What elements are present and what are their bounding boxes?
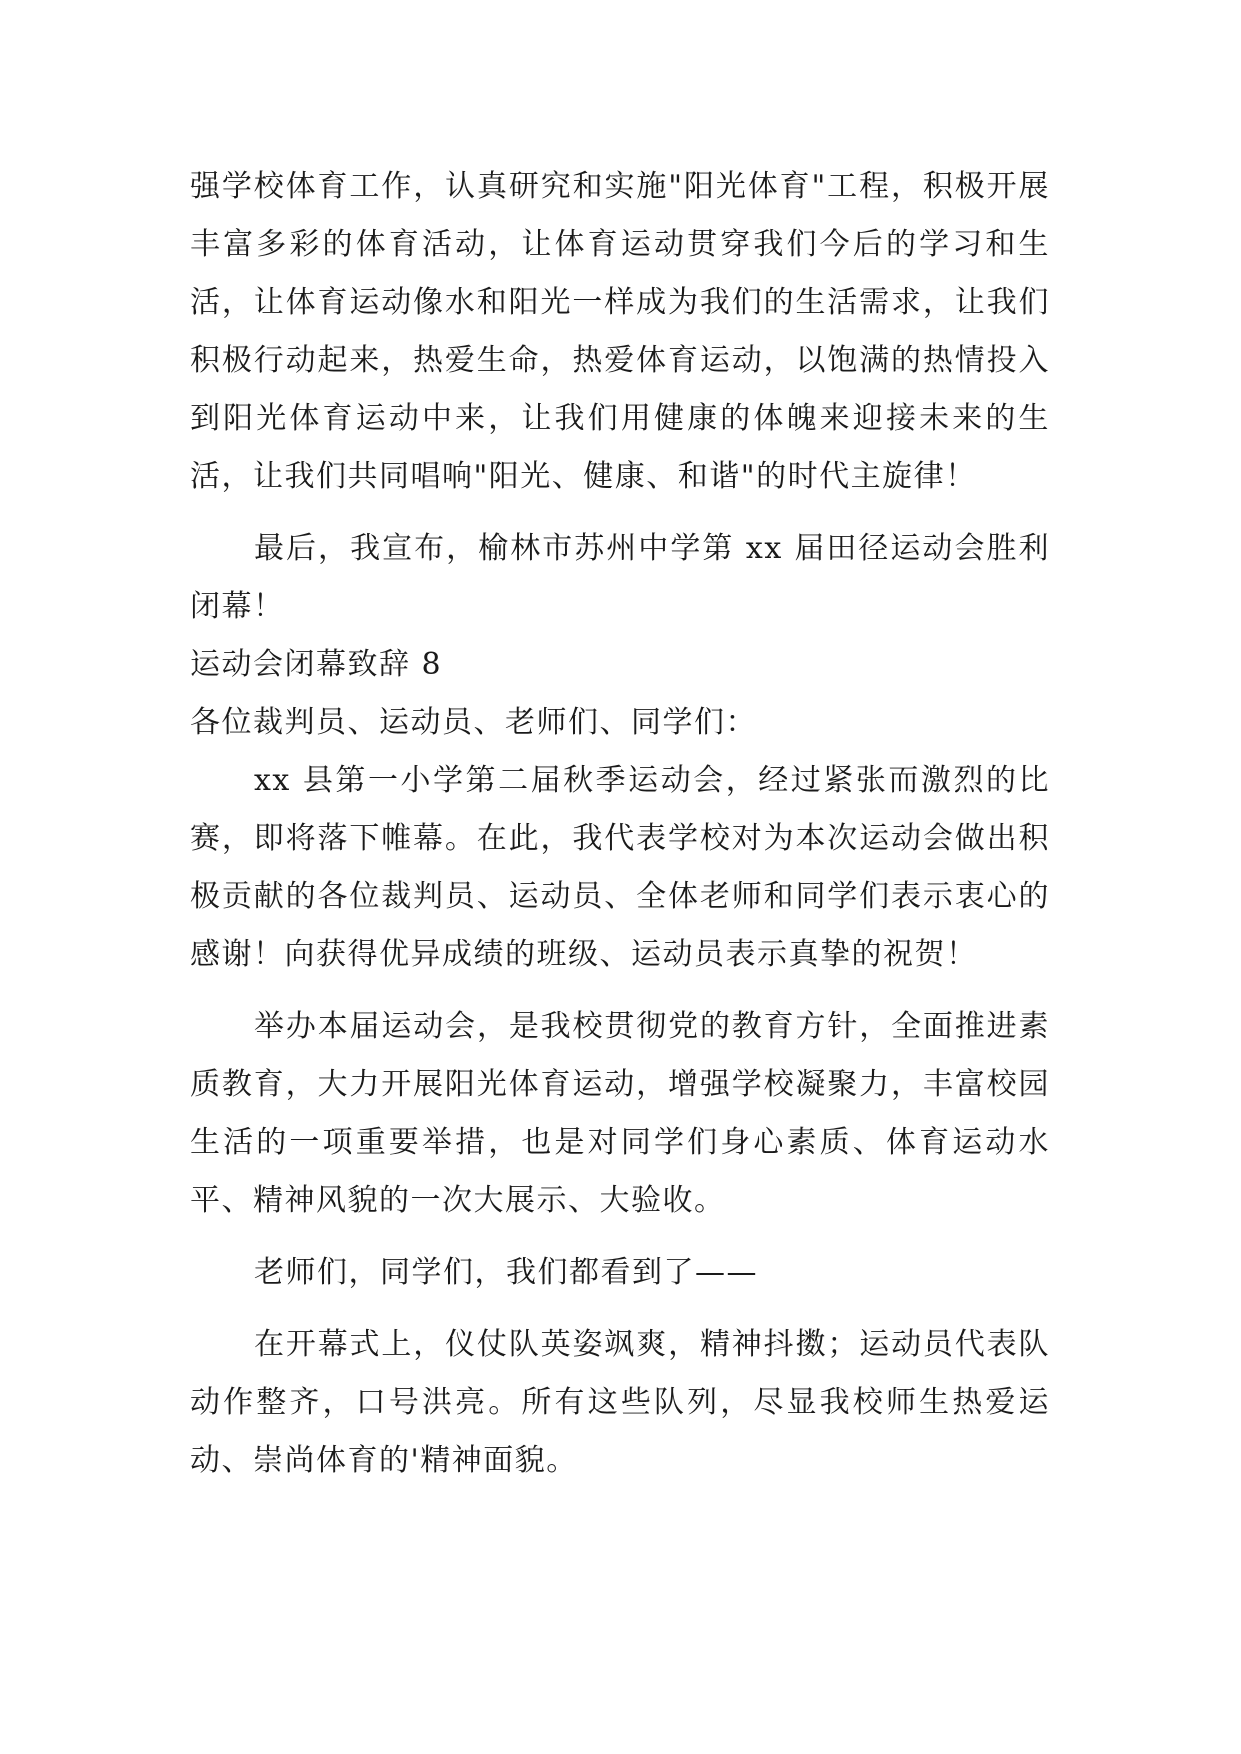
paragraph-opening-ceremony: 在开幕式上，仪仗队英姿飒爽，精神抖擞；运动员代表队动作整齐，口号洪亮。所有这些队列，尽显我校师生热爱运动、崇尚体育的'精神面貌。 xyxy=(190,1327,1050,1478)
paragraph-closing-announcement: 最后，我宣布，榆林市苏州中学第 xx 届田径运动会胜利闭幕！ xyxy=(190,531,1050,624)
paragraph-thanks: xx 县第一小学第二届秋季运动会，经过紧张而激烈的比赛，即将落下帷幕。在此，我代表学校对为本次运动会做出积极贡献的各位裁判员、运动员、全体老师和同学们表示衷心的感谢！向获得优异成绩的班级、运动员表示真挚的祝贺！ xyxy=(190,763,1050,972)
section-heading: 运动会闭幕致辞 8 xyxy=(190,647,443,682)
salutation: 各位裁判员、运动员、老师们、同学们： xyxy=(190,705,757,740)
paragraph-address: 老师们，同学们，我们都看到了—— xyxy=(254,1255,758,1290)
paragraph-purpose: 举办本届运动会，是我校贯彻党的教育方针，全面推进素质教育，大力开展阳光体育运动，增强学校凝聚力，丰富校园生活的一项重要举措，也是对同学们身心素质、体育运动水平、精神风貌的一次大展示、大验收。 xyxy=(190,1009,1050,1218)
paragraph-continuation: 强学校体育工作，认真研究和实施"阳光体育"工程，积极开展丰富多彩的体育活动，让体育运动贯穿我们今后的学习和生活，让体育运动像水和阳光一样成为我们的生活需求，让我们积极行动起来，热爱生命，热爱体育运动，以饱满的热情投入到阳光体育运动中来，让我们用健康的体魄来迎接未来的生活，让我们共同唱响"阳光、健康、和谐"的时代主旋律！ xyxy=(190,169,1050,494)
document-body xyxy=(190,158,1050,1490)
